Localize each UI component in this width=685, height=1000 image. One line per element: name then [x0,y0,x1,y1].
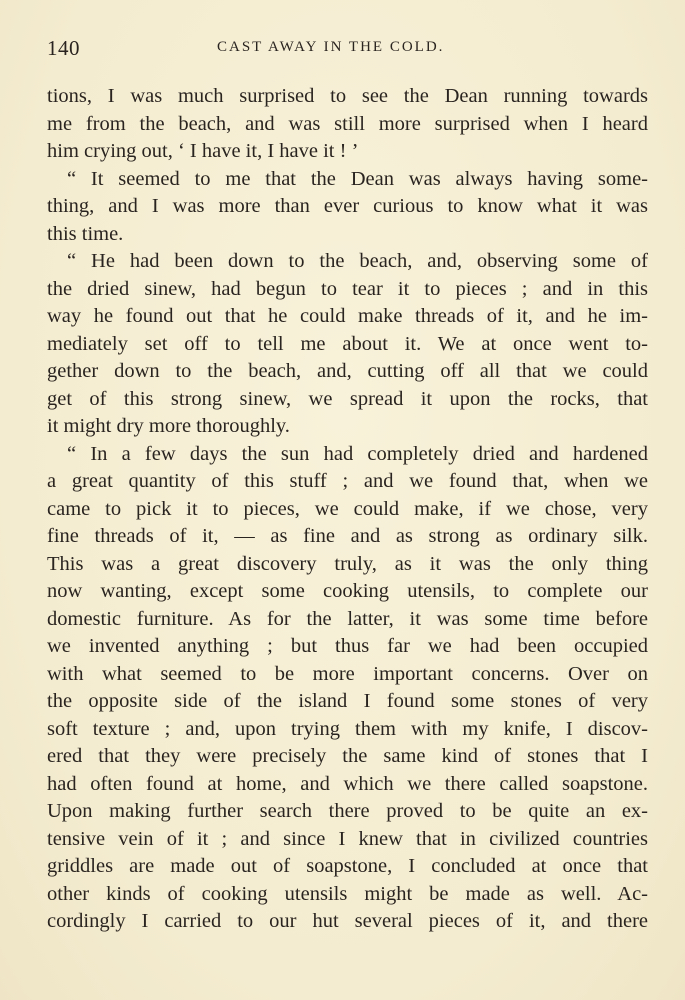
text-line: the dried sinew, had begun to tear it to pieces ; and in this [47,277,648,300]
text-line: Upon making further search there proved to be quite an ex- [47,800,648,822]
text-line: thing, and I was more than ever curious to know what it was [47,195,648,217]
text-line: “ In a few days the sun had completely dried and hardened [67,442,648,465]
text-line: a great quantity of this stuff ; and we found that, when we [47,470,648,492]
text-line: tensive vein of it ; and since I knew that in civilized countries [47,827,648,850]
page-header [47,36,647,60]
text-line: domestic furniture. As for the latter, it was some time before [47,607,648,630]
text-line: we invented anything ; but thus far we had been occupied [47,635,648,657]
text-line: soft texture ; and, upon trying them with my knife, I discov- [47,717,648,740]
text-line: fine threads of it, — as fine and as strong as ordinary silk. [47,525,648,547]
text-line: tions, I was much surprised to see the Dean running towards [47,85,648,107]
text-line: “ It seemed to me that the Dean was always having some- [67,167,648,190]
text-line: griddles are made out of soapstone, I concluded at once that [47,855,648,877]
running-head: CAST AWAY IN THE COLD. [217,39,445,55]
text-line: with what seemed to be more important concerns. Over on [47,662,648,685]
text-line: ered that they were precisely the same kind of stones that I [47,745,648,767]
text-line: way he found out that he could make threads of it, and he im- [47,305,648,327]
text-line: other kinds of cooking utensils might be made as well. Ac- [47,882,648,905]
text-line: now wanting, except some cooking utensils, to complete our [47,580,648,602]
text-line: the opposite side of the island I found some stones of very [47,690,648,712]
text-line: cordingly I carried to our hut several pieces of it, and there [47,910,648,932]
body-text [47,83,648,936]
page-number: 140 [47,36,80,60]
text-line: it might dry more thoroughly. [47,415,290,437]
text-line: had often found at home, and which we there called soapstone. [47,772,648,795]
text-line: this time. [47,222,124,245]
text-line: This was a great discovery truly, as it was the only thing [47,552,648,575]
text-line: him crying out, ‘ I have it, I have it ! ’ [47,140,359,162]
text-line: gether down to the beach, and, cutting off all that we could [47,360,648,382]
text-line: me from the beach, and was still more surprised when I heard [47,112,648,135]
text-line: mediately set off to tell me about it. We at once went to- [47,332,648,355]
text-line: “ He had been down to the beach, and, observing some of [67,250,648,272]
text-line: get of this strong sinew, we spread it upon the rocks, that [47,387,648,410]
text-line: came to pick it to pieces, we could make, if we chose, very [47,497,648,520]
